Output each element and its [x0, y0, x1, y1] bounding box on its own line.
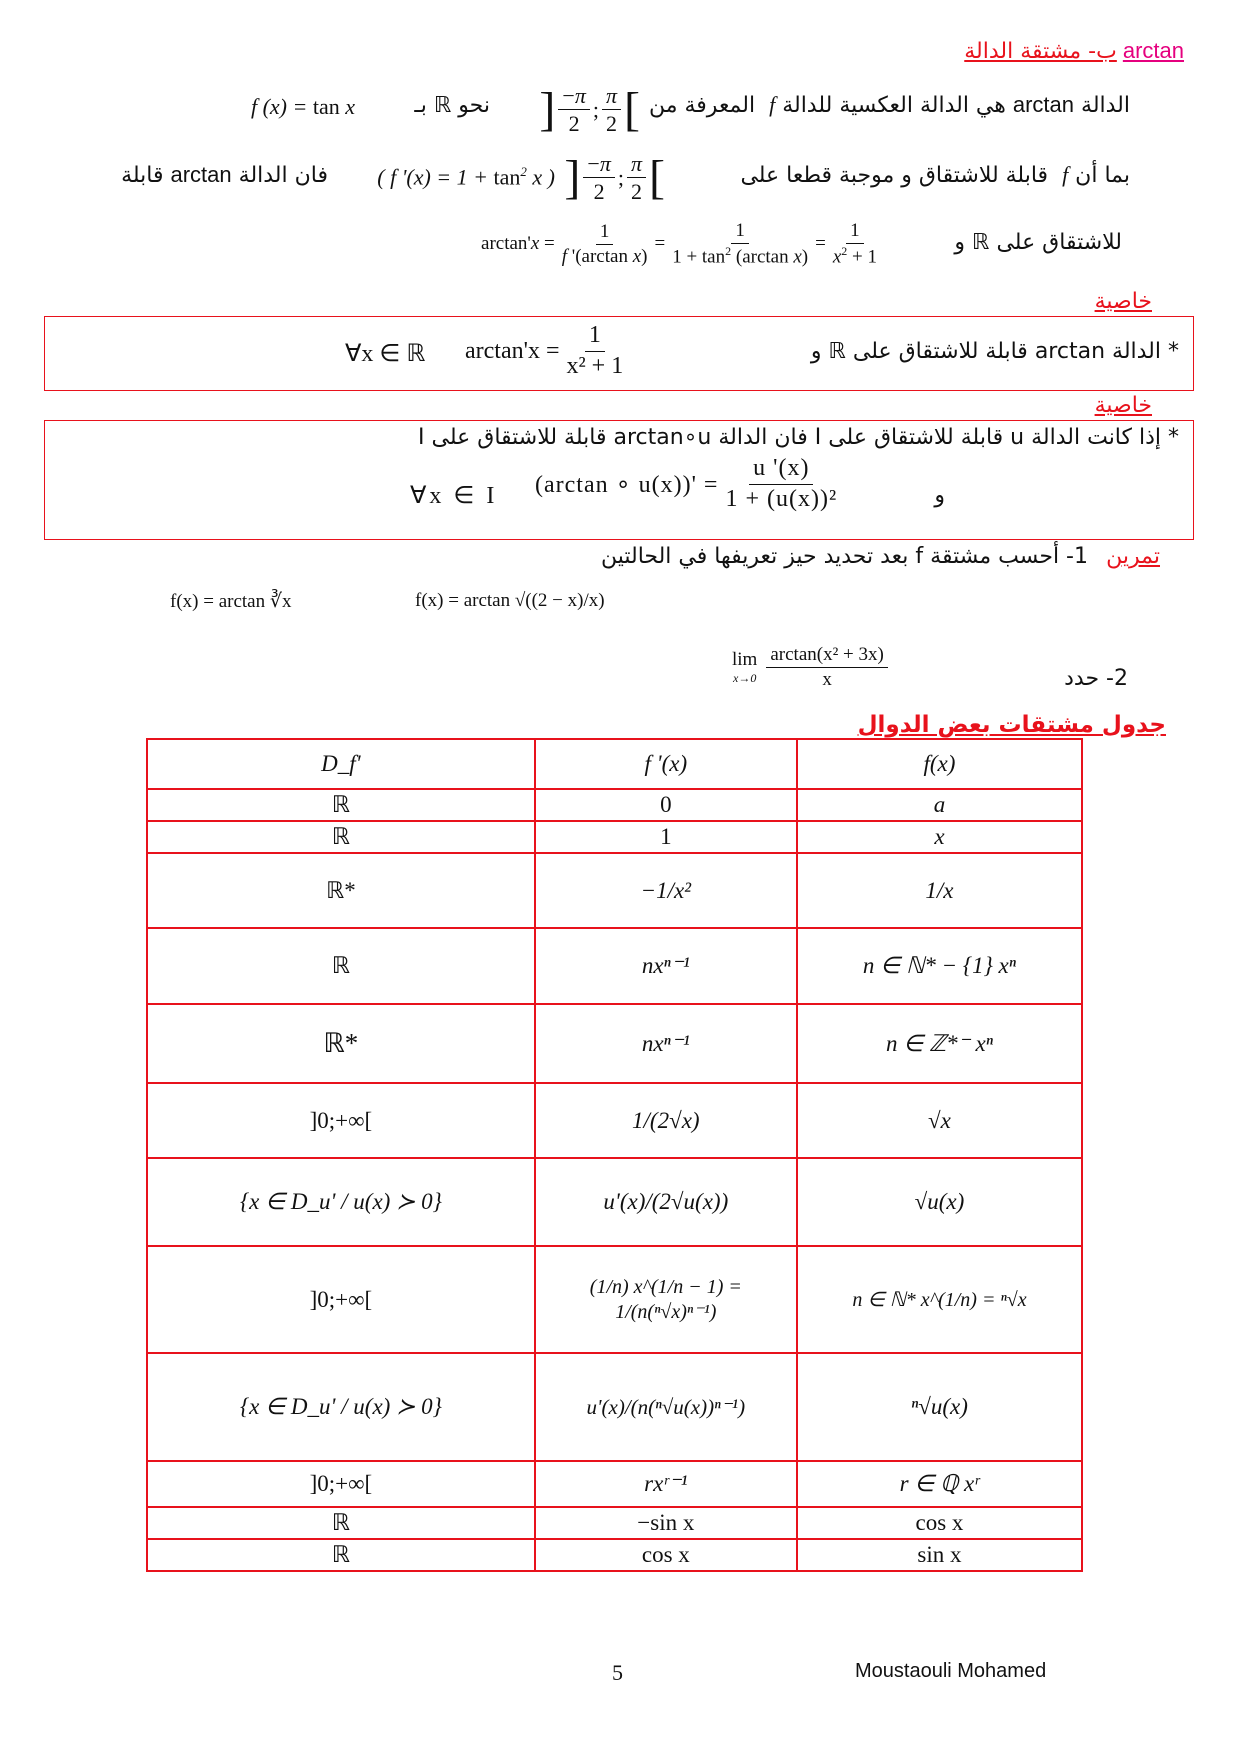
table-cell-domain: ℝ*: [147, 1004, 535, 1083]
exercise-limit: lim x→0 $\frac{\text{arctan(x² + 3x)}}{x}$: [732, 644, 891, 691]
table-row: [147, 1246, 1082, 1353]
table-cell-domain: {x ∈ D_u' / u(x) ≻ 0}: [147, 1353, 535, 1461]
derivatives-table: [146, 738, 1083, 1572]
exercise-limit-num: arctan(x² + 3x): [766, 644, 887, 668]
property-2-formula-lhs: (arctan ∘ u(x))' =: [535, 471, 719, 498]
table-cell-derivative: nxⁿ⁻¹: [535, 1004, 797, 1083]
table-cell-function: r ∈ ℚ xʳ: [797, 1461, 1082, 1507]
table-cell-function: ⁿ√u(x): [797, 1353, 1082, 1461]
exercise-function-1: f(x) = arctan ∛x: [170, 591, 292, 612]
exercise-question-1: 1- أحسب مشتقة f بعد تحديد حيز تعريفها في الحالتين: [600, 544, 1088, 569]
property-1-formula: [465, 322, 630, 380]
table-cell-function: n ∈ ℕ* − {1} xⁿ: [797, 928, 1082, 1004]
tan-definition: f (x) = tan x: [250, 94, 355, 119]
property-1-formula-lhs: arctan'x =: [465, 337, 560, 364]
property-1-formula-num: 1: [585, 322, 605, 352]
section-title-text: ب- مشتقة الدالة: [964, 39, 1117, 64]
table-cell-function: n ∈ ℕ* x^(1/n) = ⁿ√x: [797, 1246, 1082, 1353]
property-2-formula-den: 1 + (u(x))²: [725, 485, 838, 512]
table-cell-function: n ∈ ℤ*⁻ xⁿ: [797, 1004, 1082, 1083]
property-1-text: * الدالة arctan قابلة للاشتقاق على ℝ و: [810, 339, 1179, 364]
property-1-formula-den: x² + 1: [566, 352, 624, 379]
property-2-text: * إذا كانت الدالة u قابلة للاشتقاق على I فان الدالة arctan∘u قابلة للاشتقاق على I: [418, 425, 1179, 450]
table-cell-derivative: u'(x)/(n(ⁿ√u(x))ⁿ⁻¹): [535, 1353, 797, 1461]
property-2-formula-num: u '(x): [749, 455, 813, 485]
property-2-and: و: [934, 483, 945, 508]
table-cell-function: x: [797, 821, 1082, 853]
table-cell-derivative: 1: [535, 821, 797, 853]
exercise-limit-sub: x→0: [733, 670, 757, 685]
property-2-formula: [535, 455, 844, 513]
page-number: 5: [612, 1660, 623, 1685]
table-row: [147, 1507, 1082, 1539]
table-cell-domain: ]0;+∞[: [147, 1246, 535, 1353]
table-cell-domain: ℝ: [147, 928, 535, 1004]
exercise: [60, 544, 1160, 704]
table-row: [147, 1158, 1082, 1246]
section-title-function: arctan: [1122, 38, 1184, 63]
table-row: [147, 1353, 1082, 1461]
table-cell-derivative: 1/(2√x): [535, 1083, 797, 1158]
property-2-box: [44, 420, 1194, 540]
table-cell-derivative: −1/x²: [535, 853, 797, 928]
property-1-label: خاصية: [1094, 289, 1152, 314]
exercise-question-2: 2- حدد: [1064, 666, 1128, 691]
table-row: [147, 1461, 1082, 1507]
tan-derivative: ( f '$(x) = 1 + \tan^2 x$ ): [377, 164, 555, 190]
interval-formula-2: ] $\frac{-\pi}{2}$ ; $\frac{\pi}{2}$ [: [564, 150, 665, 204]
table-cell-domain: ℝ: [147, 821, 535, 853]
arctan-derivative-formula: arctan'x = $\frac{1}{\text{f '(arctan x)}}$ = $\frac{1}{1 + \tan^2 (\arctan x)}$ = $\frac{1}{x^2 + 1}$: [481, 220, 877, 268]
table-title: جدول مشتقات بعض الدوال: [857, 712, 1166, 738]
table-cell-domain: ]0;+∞[: [147, 1461, 535, 1507]
table-cell-derivative: cos x: [535, 1539, 797, 1571]
table-row: [147, 853, 1082, 928]
table-cell-function: sin x: [797, 1539, 1082, 1571]
exercise-function-2: f(x) = arctan √((2 − x)/x): [415, 590, 605, 611]
table-cell-function: √u(x): [797, 1158, 1082, 1246]
paragraph-1-text: الدالة arctan هي الدالة العكسية للدالة f المعرفة من: [648, 92, 1130, 118]
paragraph-2-text: بما أن f قابلة للاشتقاق و موجبة قطعا على: [740, 162, 1130, 188]
table-cell-function: cos x: [797, 1507, 1082, 1539]
table-cell-derivative: rxʳ⁻¹: [535, 1461, 797, 1507]
paragraph-2-line2: [122, 220, 1122, 280]
section-title: [964, 38, 1184, 64]
table-header-row: [147, 739, 1082, 789]
table-row: [147, 1004, 1082, 1083]
table-cell-derivative: nxⁿ⁻¹: [535, 928, 797, 1004]
exercise-label: تمرين: [1106, 544, 1160, 569]
table-cell-derivative: (1/n) x^(1/n − 1) = 1/(n(ⁿ√x)ⁿ⁻¹): [535, 1246, 797, 1353]
table-cell-domain: ]0;+∞[: [147, 1083, 535, 1158]
table-cell-domain: {x ∈ D_u' / u(x) ≻ 0}: [147, 1158, 535, 1246]
footer-author: Moustaouli Mohamed: [855, 1660, 1047, 1682]
table-cell-derivative: 0: [535, 789, 797, 821]
table-row: [147, 1539, 1082, 1571]
interval-formula: ] $\frac{-\pi}{2}$ ; $\frac{\pi}{2}$ [: [539, 82, 640, 136]
property-1-box: [44, 316, 1194, 391]
paragraph-2-tail: فان الدالة arctan قابلة: [121, 162, 328, 188]
table-row: [147, 928, 1082, 1004]
table-cell-domain: ℝ: [147, 1539, 535, 1571]
table-row: [147, 789, 1082, 821]
table-cell-domain: ℝ: [147, 789, 535, 821]
paragraph-1: [130, 84, 1130, 144]
property-1-quantifier: ∀x ∈ ℝ: [345, 341, 426, 367]
property-2-label: خاصية: [1094, 393, 1152, 418]
table-cell-function: 1/x: [797, 853, 1082, 928]
table-cell-function: √x: [797, 1083, 1082, 1158]
table-header-derivative: f '(x): [535, 739, 797, 789]
table-cell-function: a: [797, 789, 1082, 821]
table-row: [147, 1083, 1082, 1158]
paragraph-2-line2-text: للاشتقاق على ℝ و: [954, 230, 1122, 255]
table-row: [147, 821, 1082, 853]
paragraph-1-tail: نحو ℝ بـ: [414, 92, 490, 118]
table-header-function: f(x): [797, 739, 1082, 789]
property-2-quantifier: ∀x ∈ I: [410, 483, 498, 509]
table-cell-derivative: u'(x)/(2√u(x)): [535, 1158, 797, 1246]
table-header-domain: D_f': [147, 739, 535, 789]
table-cell-domain: ℝ*: [147, 853, 535, 928]
exercise-limit-den: x: [822, 668, 832, 690]
table-cell-domain: ℝ: [147, 1507, 535, 1539]
paragraph-2: [110, 152, 1130, 212]
table-cell-derivative: −sin x: [535, 1507, 797, 1539]
